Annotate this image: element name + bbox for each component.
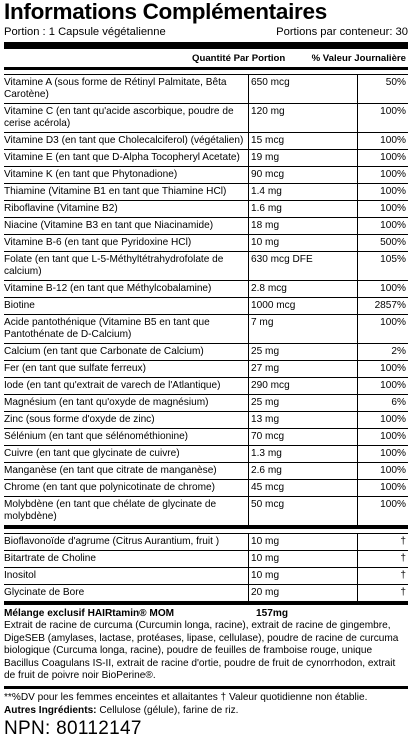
nutrient-amount: 7 mg [249, 315, 358, 343]
nutrient-amount: 20 mg [249, 585, 358, 601]
table-row [4, 534, 408, 551]
nutrient-name: Vitamine K (en tant que Phytonadione) [4, 167, 249, 183]
medium-divider [4, 686, 408, 689]
nutrient-dv: 100% [380, 203, 406, 214]
nutrient-name: Zinc (sous forme d'oxyde de zinc) [4, 412, 249, 428]
nutrient-name: Bitartrate de Choline [4, 551, 249, 567]
table-row [4, 395, 408, 412]
table-row [4, 184, 408, 201]
nutrient-dv: 100% [380, 283, 406, 294]
nutrient-dv: † [400, 587, 406, 598]
nutrient-amount: 25 mg [249, 395, 358, 411]
nutrient-name: Bioflavonoïde d'agrume (Citrus Aurantium, fruit ) [4, 534, 249, 550]
dv-header: % Valeur Journalière [311, 52, 406, 64]
nutrient-amount: 2.8 mcg [249, 281, 358, 297]
table-row [4, 167, 408, 184]
nutrient-amount: 1.3 mg [249, 446, 358, 462]
nutrient-dv: 2857% [374, 300, 406, 311]
table-row [4, 361, 408, 378]
table-row [4, 446, 408, 463]
other-table [4, 534, 408, 602]
nutrient-name: Biotine [4, 298, 249, 314]
nutrient-name: Vitamine C (en tant qu'acide ascorbique, poudre de cerise acérola) [4, 104, 249, 132]
blend-name: Mélange exclusif HAIRtamin® MOM [4, 608, 175, 619]
nutrient-dv: 500% [380, 237, 406, 248]
nutrient-name: Folate (en tant que L-5-Méthyltétrahydrofolate de calcium) [4, 252, 249, 280]
nutrient-name: Calcium (en tant que Carbonate de Calcium) [4, 344, 249, 360]
nutrient-amount: 27 mg [249, 361, 358, 377]
nutrient-name: Sélénium (en tant que sélénométhionine) [4, 429, 249, 445]
nutrient-name: Glycinate de Bore [4, 585, 249, 601]
nutrient-name: Cuivre (en tant que glycinate de cuivre) [4, 446, 249, 462]
nutrient-dv: † [400, 553, 406, 564]
blend-amount: 157mg [256, 608, 288, 619]
nutrient-name: Manganèse (en tant que citrate de manganèse) [4, 463, 249, 479]
table-row [4, 378, 408, 395]
table-row [4, 75, 408, 104]
table-row [4, 429, 408, 446]
table-row [4, 315, 408, 344]
npn-number: NPN: 80112147 [4, 718, 142, 739]
nutrient-name: Vitamine B-12 (en tant que Méthylcobalamine) [4, 281, 249, 297]
table-row [4, 480, 408, 497]
nutrient-name: Iode (en tant qu'extrait de varech de l'Atlantique) [4, 378, 249, 394]
nutrient-amount: 70 mcg [249, 429, 358, 445]
table-row [4, 218, 408, 235]
nutrient-name: Vitamine B-6 (en tant que Pyridoxine HCl) [4, 235, 249, 251]
nutrient-amount: 50 mcg [249, 497, 358, 525]
nutrient-dv: 100% [380, 499, 406, 510]
other-ingredients-value: Cellulose (gélule), farine de riz. [96, 704, 239, 716]
nutrient-amount: 1.4 mg [249, 184, 358, 200]
nutrient-amount: 19 mg [249, 150, 358, 166]
nutrient-amount: 13 mg [249, 412, 358, 428]
table-row [4, 298, 408, 315]
table-row [4, 585, 408, 602]
nutrient-dv: 100% [380, 169, 406, 180]
nutrient-name: Molybdène (en tant que chélate de glycinate de molybdène) [4, 497, 249, 525]
servings-per-container: Portions par conteneur: 30 [276, 26, 408, 38]
table-row [4, 344, 408, 361]
nutrient-table [4, 75, 408, 526]
nutrient-name: Inositol [4, 568, 249, 584]
nutrient-amount: 120 mg [249, 104, 358, 132]
supplement-facts-panel [4, 0, 408, 739]
nutrient-name: Niacine (Vitamine B3 en tant que Niacinamide) [4, 218, 249, 234]
table-row [4, 568, 408, 585]
table-row [4, 497, 408, 526]
nutrient-amount: 10 mg [249, 534, 358, 550]
nutrient-name: Vitamine D3 (en tant que Cholecalciferol) (végétalien) [4, 133, 249, 149]
nutrient-amount: 2.6 mg [249, 463, 358, 479]
blend-ingredients: Extrait de racine de curcuma (Curcumin longa, racine), extrait de racine de gingembre, DigeSEB (amylases, lactase, protéases, lipase, cellulase), poudre de racine de curcuma biologique (Curcuma longa, racine), poudre de feuilles de framboise rouge, unique Bacillus Coagulans IS-II, extrait de racine d'ortie, poudre de fruit de cynorrhodon, extrait de fruit de poivre noir BioPerine®. [4, 620, 399, 682]
footnote [4, 692, 408, 717]
table-row [4, 201, 408, 218]
other-ingredients-label: Autres Ingrédients: [4, 704, 97, 716]
table-row [4, 281, 408, 298]
nutrient-dv: 105% [380, 254, 406, 265]
nutrient-dv: † [400, 536, 406, 547]
nutrient-dv: 100% [380, 317, 406, 328]
nutrient-amount: 630 mcg DFE [249, 252, 358, 280]
other-ingredients [4, 705, 408, 717]
nutrient-dv: 100% [380, 414, 406, 425]
nutrient-name: Riboflavine (Vitamine B2) [4, 201, 249, 217]
table-row [4, 104, 408, 133]
nutrient-dv: 100% [380, 220, 406, 231]
nutrient-name: Fer (en tant que sulfate ferreux) [4, 361, 249, 377]
nutrient-dv: 6% [391, 397, 406, 408]
nutrient-dv: 2% [391, 346, 406, 357]
nutrient-amount: 90 mcg [249, 167, 358, 183]
nutrient-name: Magnésium (en tant qu'oxyde de magnésium) [4, 395, 249, 411]
table-row [4, 551, 408, 568]
nutrient-dv: 100% [380, 448, 406, 459]
nutrient-amount: 10 mg [249, 551, 358, 567]
nutrient-dv: 100% [380, 186, 406, 197]
nutrient-dv: 100% [380, 106, 406, 117]
nutrient-amount: 290 mcg [249, 378, 358, 394]
nutrient-amount: 1000 mcg [249, 298, 358, 314]
table-row [4, 150, 408, 167]
nutrient-name: Acide pantothénique (Vitamine B5 en tant que Pantothénate de D-Calcium) [4, 315, 249, 343]
nutrient-dv: 100% [380, 465, 406, 476]
nutrient-amount: 15 mcg [249, 133, 358, 149]
nutrient-name: Vitamine A (sous forme de Rétinyl Palmitate, Bêta Carotène) [4, 75, 249, 103]
serving-size: Portion : 1 Capsule végétalienne [4, 26, 166, 38]
nutrient-name: Vitamine E (en tant que D-Alpha Tocopheryl Acetate) [4, 150, 249, 166]
nutrient-amount: 10 mg [249, 235, 358, 251]
table-header [4, 49, 408, 67]
nutrient-amount: 18 mg [249, 218, 358, 234]
table-row [4, 252, 408, 281]
nutrient-dv: 100% [380, 152, 406, 163]
nutrient-dv: 100% [380, 482, 406, 493]
nutrient-amount: 1.6 mg [249, 201, 358, 217]
nutrient-amount: 25 mg [249, 344, 358, 360]
thick-divider [4, 42, 408, 49]
table-row [4, 133, 408, 150]
panel-title: Informations Complémentaires [4, 0, 327, 24]
nutrient-dv: 100% [380, 380, 406, 391]
table-row [4, 235, 408, 252]
nutrient-dv: 50% [385, 77, 406, 88]
nutrient-name: Thiamine (Vitamine B1 en tant que Thiamine HCl) [4, 184, 249, 200]
nutrient-dv: 100% [380, 431, 406, 442]
nutrient-name: Chrome (en tant que polynicotinate de chrome) [4, 480, 249, 496]
table-row [4, 412, 408, 429]
nutrient-amount: 10 mg [249, 568, 358, 584]
nutrient-dv: † [400, 570, 406, 581]
nutrient-amount: 45 mcg [249, 480, 358, 496]
dv-footnote: **%DV pour les femmes enceintes et allaitantes † Valeur quotidienne non établie. [4, 692, 368, 704]
serving-info [4, 25, 408, 39]
amount-header: Quantité Par Portion [192, 52, 286, 64]
nutrient-amount: 650 mcg [249, 75, 358, 103]
table-row [4, 463, 408, 480]
nutrient-dv: 100% [380, 363, 406, 374]
nutrient-dv: 100% [380, 135, 406, 146]
